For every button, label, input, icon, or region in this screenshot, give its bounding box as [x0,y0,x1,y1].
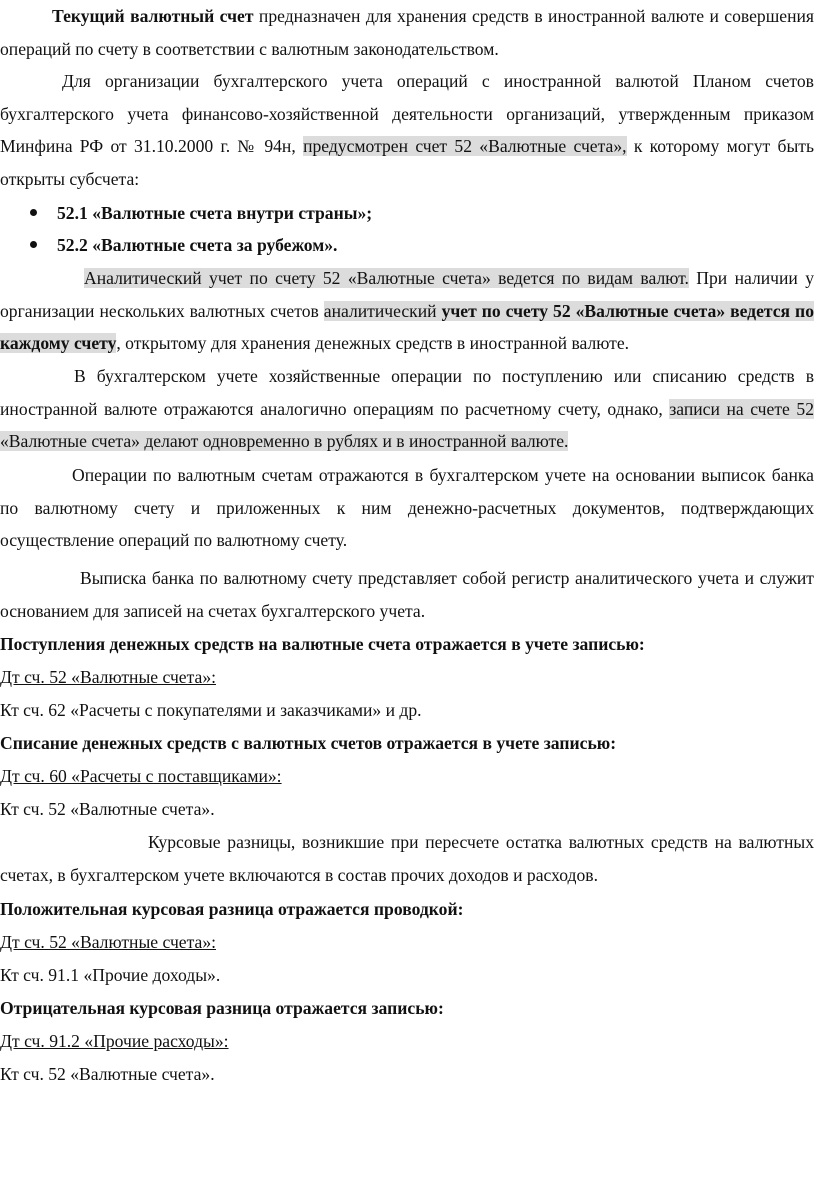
paragraph-current-account [0,0,814,65]
entry-debit: Дт сч. 60 «Расчеты с поставщиками»: [0,766,282,786]
paragraph-bookkeeping-operations [0,360,814,458]
paragraph-text: Операции по валютным счетам отражаются в бухгалтерском учете на основании выписок банка по валютному счету и приложенных к ним денежно-расчетных документов, подтверждающих осуществление операций по валютному счету. [0,465,814,551]
heading-writeoff: Списание денежных средств с валютных счетов отражается в учете записью: [0,733,617,753]
entry-debit: Дт сч. 52 «Валютные счета»: [0,932,217,952]
highlight-account-52: предусмотрен счет 52 «Валютные счета», [303,136,627,157]
list-item-text: 52.1 «Валютные счета внутри страны»; [57,203,373,223]
bullet-icon [30,241,37,248]
entry-debit: Дт сч. 52 «Валютные счета»: [0,667,217,687]
entry-credit: Кт сч. 52 «Валютные счета». [0,1064,215,1084]
paragraph-text: В бухгалтерском учете хозяйственные операции по поступлению или списанию средств в иностранной валюте отражаются аналогично операциям по расчетному счету, однако, [0,366,814,419]
term-current-account: Текущий валютный счет [52,6,254,26]
highlight-per-account: учет по счету 52 «Валютные счета» ведется по каждому счету [0,300,814,354]
paragraph-tail: к которому могут быть открыты субсчета: [0,136,814,189]
highlight-analytical-2: аналитический [323,300,437,321]
paragraph-bank-statements [0,459,814,557]
entry-credit: Кт сч. 52 «Валютные счета». [0,799,215,819]
paragraph-text: Выписка банка по валютному счету представляет собой регистр аналитического учета и служит основанием для записей на счетах бухгалтерского учета. [0,568,814,621]
paragraph-exchange-differences [0,826,814,891]
entry-debit: Дт сч. 91.2 «Прочие расходы»: [0,1031,229,1051]
paragraph-text: предназначен для хранения средств в иностранной валюте и совершения операций по счету в соответствии с валютным законодательством. [0,6,814,59]
highlight-analytical: Аналитический учет по счету 52 «Валютные счета» ведется по видам валют. [84,268,689,288]
paragraph-analytical-accounting [0,262,814,360]
heading-negative-difference: Отрицательная курсовая разница отражается записью: [0,998,444,1018]
paragraph-text: При наличии у организации нескольких валютных счетов [0,268,814,321]
heading-positive-difference: Положительная курсовая разница отражается проводкой: [0,899,464,919]
entry-credit: Кт сч. 91.1 «Прочие доходы». [0,965,221,985]
entry-credit: Кт сч. 62 «Расчеты с покупателями и заказчиками» и др. [0,700,422,720]
paragraph-statement-register [0,562,814,627]
heading-receipts: Поступления денежных средств на валютные счета отражается в учете записью: [0,634,645,654]
paragraph-text: , открытому для хранения денежных средств в иностранной валюте. [116,333,630,354]
highlight-dual-currency: записи на счете 52 «Валютные счета» делают одновременно в рублях и в иностранной валюте. [0,398,814,452]
paragraph-chart-of-accounts [0,65,814,195]
list-item-text: 52.2 «Валютные счета за рубежом». [57,235,338,255]
paragraph-text: Для организации бухгалтерского учета операций с иностранной валютой Планом счетов бухгалтерского учета финансово-хозяйственной деятельности организаций, утвержденным приказом Минфина РФ от 31.10.2000 г. № 94н, [0,71,814,157]
bullet-icon [30,209,37,216]
paragraph-text: Курсовые разницы, возникшие при пересчете остатка валютных средств на валютных счетах, в бухгалтерском учете включаются в состав прочих доходов и расходов. [0,832,814,885]
